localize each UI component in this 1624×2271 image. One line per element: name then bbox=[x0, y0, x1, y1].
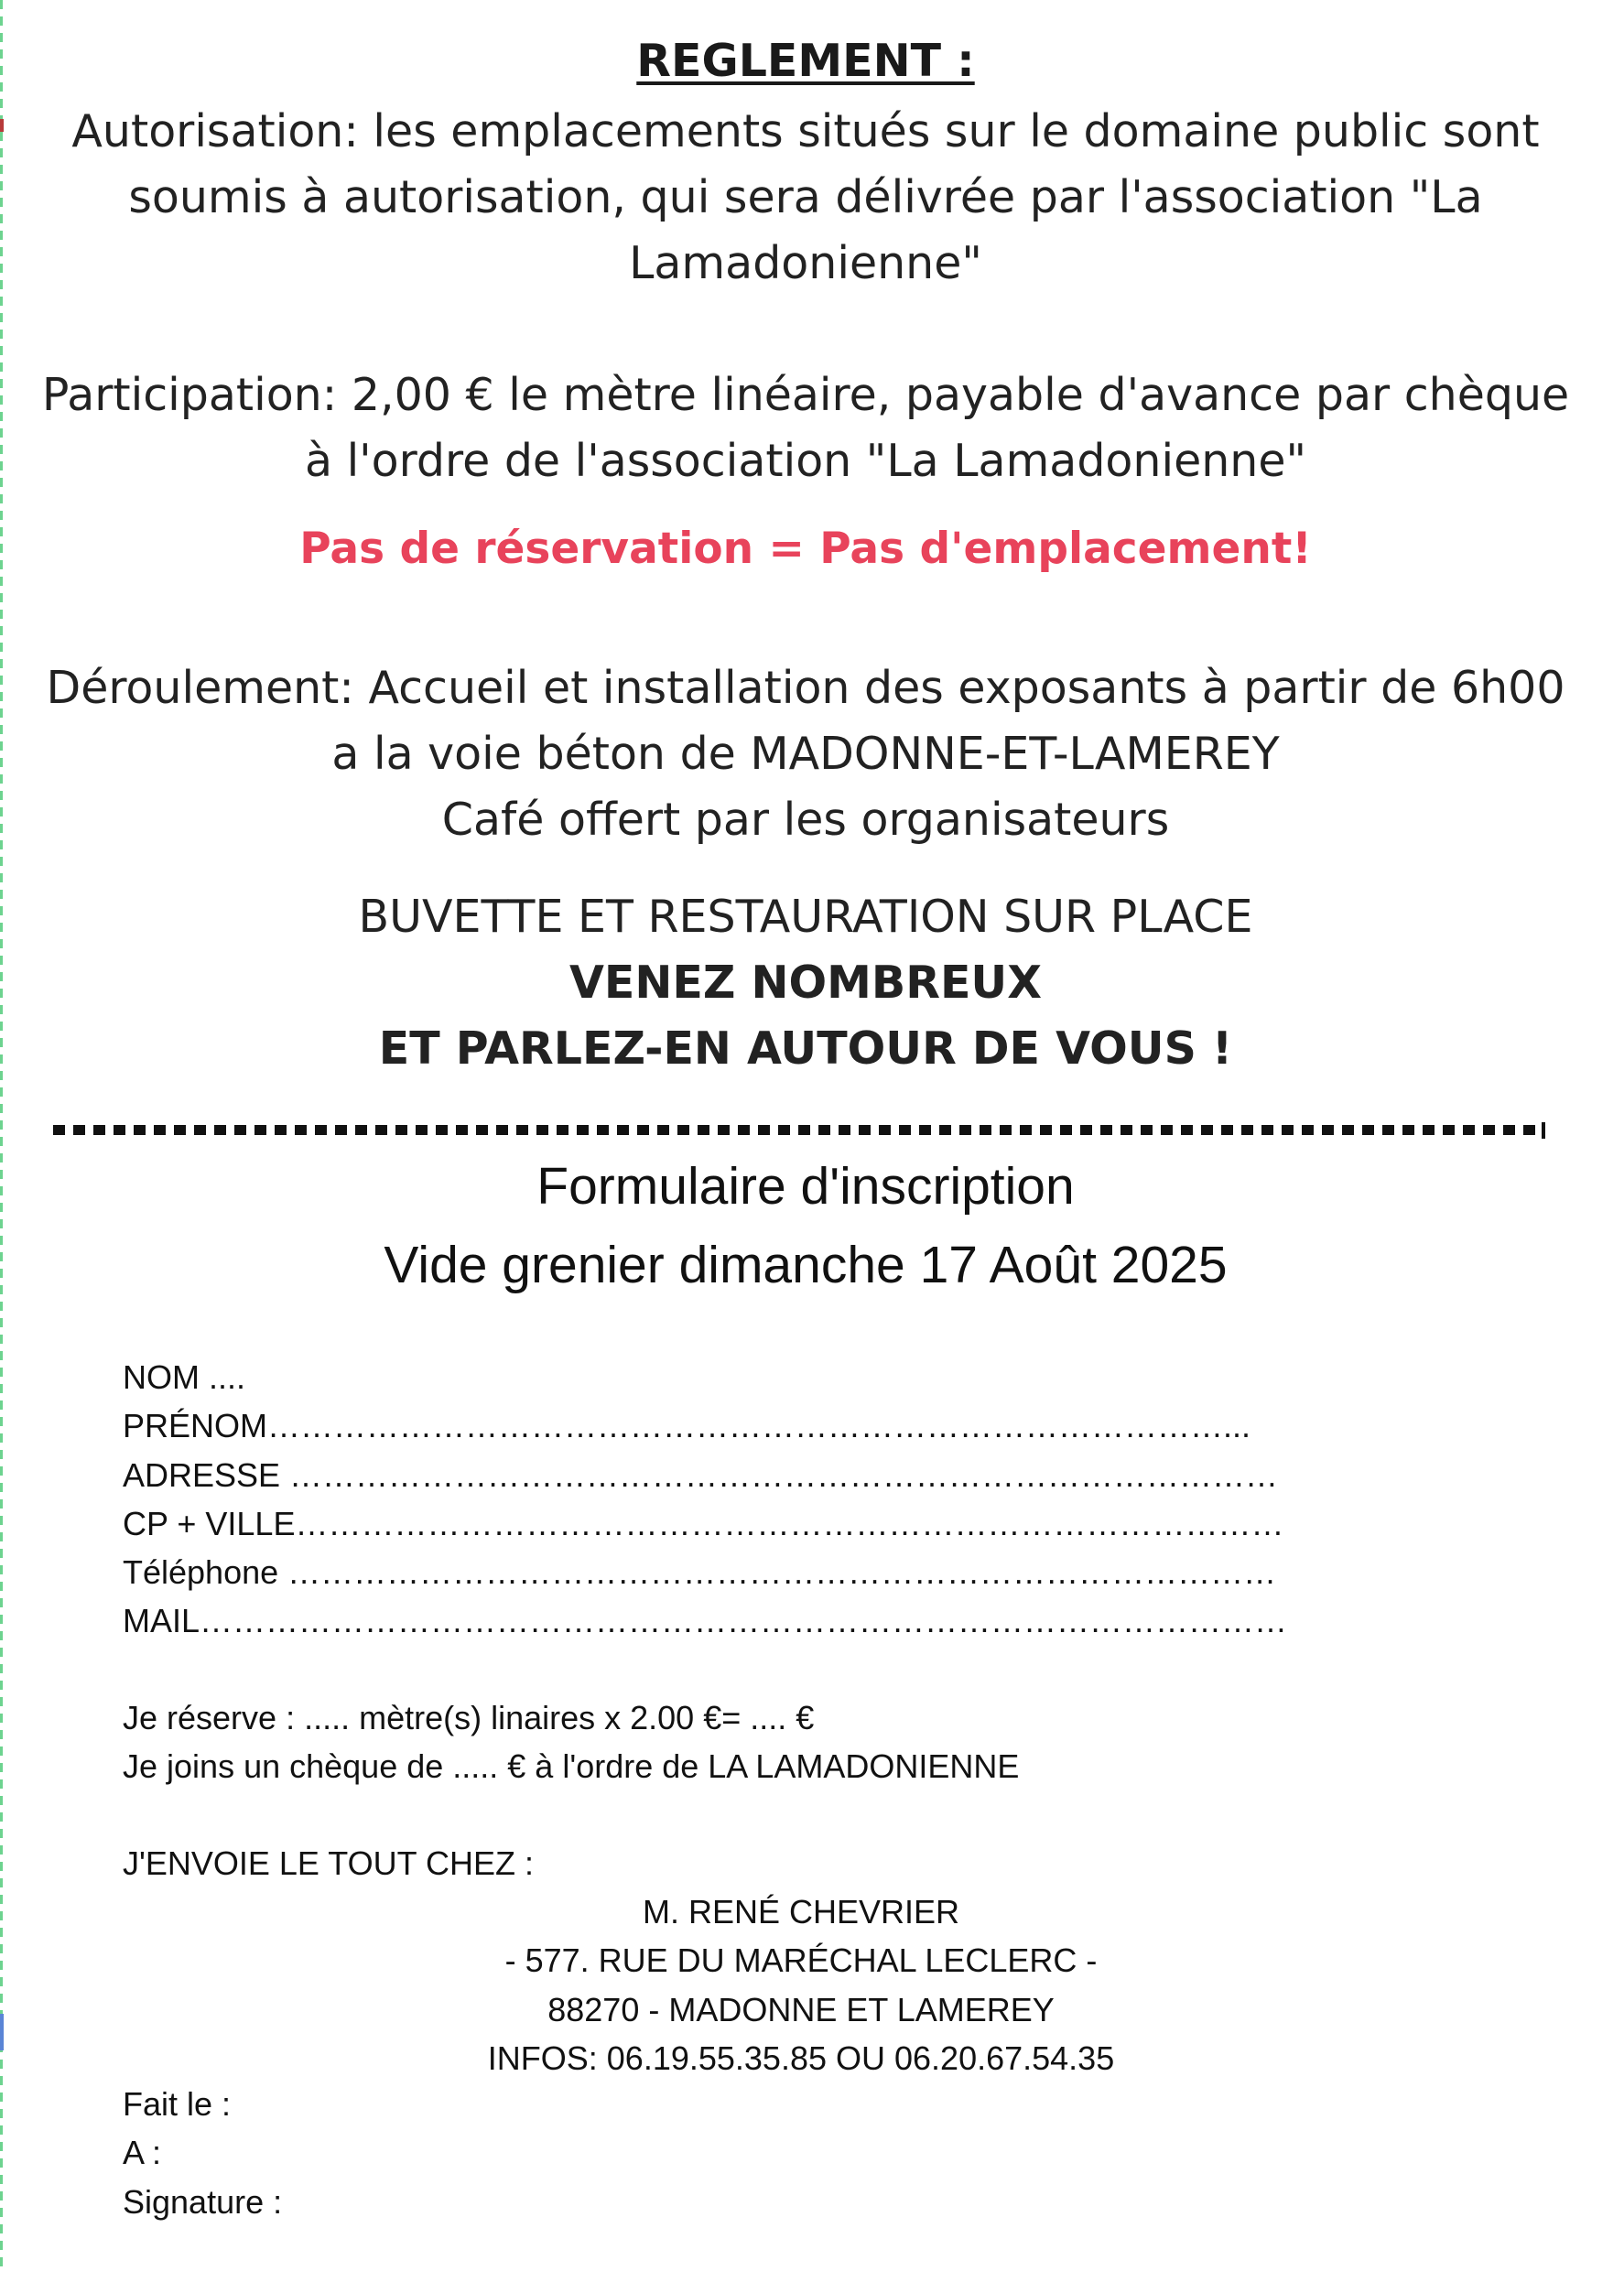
signature-field: Signature : bbox=[123, 2182, 283, 2221]
left-edge-mark-blue bbox=[0, 2014, 4, 2050]
reservation-warning: Pas de réservation = Pas d'emplacement! bbox=[299, 524, 1312, 574]
address-name: M. RENÉ CHEVRIER bbox=[642, 1893, 960, 1930]
autorisation-paragraph bbox=[37, 99, 1575, 297]
deroulement-line: Déroulement: Accueil et installation des exposants à partir de 6h00 bbox=[46, 662, 1565, 714]
address-city: 88270 - MADONNE ET LAMEREY bbox=[547, 1990, 1055, 2028]
cut-line-end bbox=[1542, 1122, 1545, 1139]
deroulement-line: a la voie béton de MADONNE-ET-LAMEREY bbox=[331, 728, 1280, 780]
cp-ville-field: CP + VILLE……………………………………………………………………………… bbox=[123, 1504, 1284, 1542]
registration-fields bbox=[123, 1353, 1287, 1646]
buvette-line: BUVETTE ET RESTAURATION SUR PLACE bbox=[358, 891, 1253, 943]
nom-field: NOM .... bbox=[123, 1358, 245, 1396]
form-heading bbox=[37, 1147, 1575, 1304]
parlez-en-line: ET PARLEZ-EN AUTOUR DE VOUS ! bbox=[378, 1022, 1233, 1075]
address-infos: INFOS: 06.19.55.35.85 OU 06.20.67.54.35 bbox=[487, 2038, 1115, 2077]
deroulement-line: Café offert par les organisateurs bbox=[441, 794, 1170, 846]
left-edge-border bbox=[0, 0, 3, 2271]
participation-paragraph bbox=[37, 362, 1575, 494]
mailing-address bbox=[348, 1887, 1254, 2082]
reglement-title: REGLEMENT : bbox=[636, 35, 975, 87]
envoie-label: J'ENVOIE LE TOUT CHEZ : bbox=[123, 1844, 534, 1882]
participation-line: Participation: 2,00 € le mètre linéaire, payable d'avance par chèque bbox=[41, 369, 1570, 421]
form-title: Formulaire d'inscription bbox=[536, 1157, 1075, 1216]
left-edge-mark bbox=[0, 119, 4, 132]
autorisation-line: Lamadonienne" bbox=[629, 237, 982, 289]
reserve-line: Je réserve : ..... mètre(s) linaires x 2.00 €= .... € bbox=[123, 1699, 815, 1736]
venez-nombreux-line: VENEZ NOMBREUX bbox=[568, 957, 1042, 1009]
prenom-field: PRÉNOM……………………………………………………………………………... bbox=[123, 1407, 1251, 1445]
a-field: A : bbox=[123, 2134, 162, 2172]
autorisation-line: soumis à autorisation, qui sera délivrée par l'association "La bbox=[128, 171, 1483, 223]
form-subtitle: Vide grenier dimanche 17 Août 2025 bbox=[384, 1236, 1228, 1294]
deroulement-paragraph bbox=[37, 655, 1575, 853]
cheque-line: Je joins un chèque de ..... € à l'ordre de LA LAMADONIENNE bbox=[123, 1747, 1020, 1785]
signature-block bbox=[123, 2080, 282, 2226]
telephone-field: Téléphone ……………………………………………………………………………… bbox=[123, 1553, 1277, 1592]
fait-le-field: Fait le : bbox=[123, 2085, 232, 2123]
buvette-block bbox=[37, 884, 1575, 1082]
address-street: - 577. RUE DU MARÉCHAL LECLERC - bbox=[504, 1941, 1098, 1980]
mail-field: MAIL……………………………………………………………………………………… bbox=[123, 1602, 1288, 1640]
reservation-block bbox=[123, 1693, 1019, 1790]
adresse-field: ADRESSE ……………………………………………………………………………… bbox=[123, 1455, 1279, 1494]
cut-line-divider bbox=[53, 1125, 1545, 1135]
autorisation-line: Autorisation: les emplacements situés sur le domaine public sont bbox=[71, 105, 1540, 157]
participation-line: à l'ordre de l'association "La Lamadonienne" bbox=[304, 435, 1307, 487]
